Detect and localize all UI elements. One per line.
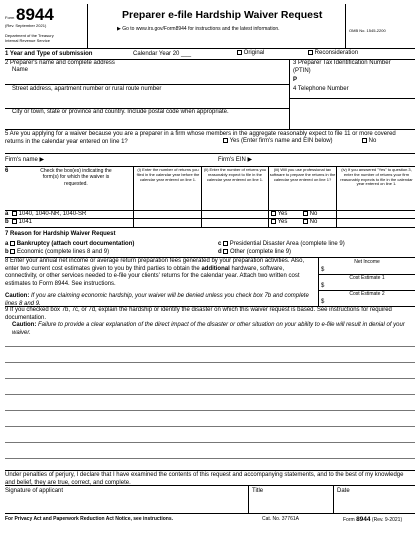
- line5-yes-option[interactable]: [223, 138, 333, 146]
- explanation-line: [5, 346, 415, 347]
- perjury-statement: Under penalties of perjury, I declare that I have examined the contents of this request and accompanying statements, and to the best of my knowledge and belief, they are true, correct, and complete.: [5, 472, 404, 486]
- row-a-yes-checkbox[interactable]: [271, 211, 276, 216]
- date-field[interactable]: Date: [337, 488, 350, 494]
- form-page: [5, 4, 415, 540]
- line5-yes-checkbox[interactable]: [223, 138, 228, 143]
- street-address-field[interactable]: Street address, apartment number or rural route number: [12, 86, 162, 92]
- row-b-no-label: No: [309, 219, 318, 226]
- catalog-number: Cat. No. 37761A: [262, 516, 299, 522]
- line6-col4-header: (iv) If you answered "Yes" to question 3, enter the number of returns your firm reasonably expects to file in the calendar year entered on line 1.: [340, 167, 413, 187]
- reason-c-letter: c: [218, 241, 222, 248]
- city-field[interactable]: City or town, state or province and country. Include postal code when appropriate.: [12, 109, 229, 115]
- line3-ptin-label: 3 Preparer Tax Identification Number (PTIN): [293, 60, 391, 74]
- line6-col2-header: (ii) Enter the number of returns you reasonably expect to file in the calendar year entered on line 1.: [203, 167, 267, 182]
- line5-question: 5 Are you applying for a waiver because you are a preparer in a firm whose members in the aggregate reasonably expect to file 11 or more covered returns in the calendar year entered on line 1?: [5, 131, 396, 145]
- reason-a[interactable]: [5, 241, 134, 249]
- firm-name-field[interactable]: Firm's name ▶: [5, 157, 45, 163]
- signature-field[interactable]: Signature of applicant: [5, 488, 64, 494]
- reason-a-letter: a: [5, 241, 9, 248]
- line5-no-option[interactable]: [362, 138, 376, 146]
- row-b-yes-checkbox[interactable]: [271, 219, 276, 224]
- calendar-year-blank: ___: [181, 51, 192, 57]
- line9-caution-text: Failure to provide a clear explanation of the direct impact of the disaster or other situation on your ability to e-file will result in denial of your waiver.: [12, 322, 405, 336]
- footer-form-id: [343, 516, 402, 524]
- row-a-no-label: No: [309, 211, 318, 218]
- department-line2: Internal Revenue Service: [5, 38, 50, 43]
- line5-no-label: No: [368, 138, 377, 145]
- cost-estimate1-field[interactable]: $: [321, 283, 325, 289]
- line8-text-start: 8 Enter your annual net income or average return preparation fees generated by your preparation activities. Also, enter two current cost estimates given to you by third parties to obtain the: [5, 258, 305, 272]
- line5-no-checkbox[interactable]: [362, 138, 367, 143]
- row-a-label: 1040, 1040-NR, 1040-SR: [18, 211, 87, 218]
- footer-form-number: 8944: [356, 516, 371, 523]
- cost-estimate2-label: Cost Estimate 2: [349, 291, 385, 297]
- firm-ein-field[interactable]: Firm's EIN ▶: [218, 157, 253, 163]
- line8-caution-text: If you are claiming economic hardship, your waiver will be denied unless you check box 7b and complete lines 8 and 9.: [5, 293, 309, 307]
- net-income-field[interactable]: $: [321, 267, 325, 273]
- row-a-checkbox[interactable]: [12, 211, 17, 216]
- reason-d[interactable]: [218, 249, 291, 257]
- omb-number: OMB No. 1545-2200: [349, 28, 386, 33]
- row-a-no-checkbox[interactable]: [303, 211, 308, 216]
- reason-c[interactable]: [218, 241, 345, 249]
- calendar-year: [133, 51, 191, 59]
- row-b-letter: b: [5, 219, 9, 225]
- goto-instructions: ▶ Go to www.irs.gov/Form8944 for instructions and the latest information.: [117, 26, 280, 32]
- department-line1: Department of the Treasury: [5, 33, 54, 38]
- line4-telephone-label: 4 Telephone Number: [293, 86, 349, 92]
- ptin-p: P: [293, 77, 298, 83]
- row-b-checkbox[interactable]: [12, 219, 17, 224]
- title-field[interactable]: Title: [252, 488, 264, 494]
- reconsideration-label: Reconsideration: [314, 50, 359, 57]
- explanation-line: [5, 442, 415, 443]
- form-number: 8944: [16, 5, 54, 24]
- line9-caution: [12, 322, 412, 337]
- line8-text-end: hardware, software, connectivity, or other services needed to e-file your clients' returns for the calendar year. Attach two written cost estimates to Form 8944. See instructions.: [5, 265, 300, 287]
- line8-caution-label: Caution:: [5, 293, 30, 299]
- line9-caution-label: Caution:: [12, 322, 37, 328]
- reason-b-letter: b: [5, 249, 9, 256]
- explanation-line: [5, 410, 415, 411]
- line1-label: 1 Year and Type of submission: [5, 51, 93, 57]
- row-b-label: 1041: [18, 219, 33, 226]
- original-label: Original: [243, 50, 265, 57]
- cost-estimate1-label: Cost Estimate 1: [349, 275, 385, 281]
- explanation-line: [5, 458, 415, 459]
- form-label: [5, 16, 14, 21]
- reason-d-letter: d: [218, 249, 222, 256]
- economic-checkbox[interactable]: [10, 249, 15, 254]
- row-b-yes-label: Yes: [277, 219, 288, 226]
- line6-number: 6: [5, 168, 9, 174]
- disaster-label: Presidential Disaster Area (complete line 9): [229, 241, 345, 248]
- line8-text-bold: additional: [201, 265, 230, 272]
- row-a-yes-label: Yes: [277, 211, 288, 218]
- line8-instructions: [5, 258, 315, 288]
- line6-col3-header: (iii) Will you use professional tax software to prepare the returns in the calendar year entered on line 1?: [269, 167, 336, 182]
- row-b-no[interactable]: [303, 219, 317, 227]
- row-a-letter: a: [5, 211, 9, 217]
- row-b-option[interactable]: [12, 219, 32, 227]
- bankruptcy-label: Bankruptcy (attach court documentation): [16, 241, 135, 248]
- line7-label: 7 Reason for Hardship Waiver Request: [5, 231, 116, 237]
- footer-revision: (Rev. 9-2021): [371, 517, 403, 523]
- economic-label: Economic (complete lines 8 and 9): [17, 249, 110, 256]
- reconsideration-option[interactable]: [308, 50, 358, 58]
- explanation-line: [5, 426, 415, 427]
- line5-yes-label: Yes (Enter firm's name and EIN below): [229, 138, 333, 145]
- row-b-yes[interactable]: [271, 219, 287, 227]
- line9-instructions: 9 If you checked box 7b, 7c, or 7d, explain the hardship or identify the disaster on which this waiver request is based. See instructions for required documentation.: [5, 307, 392, 321]
- row-b-no-checkbox[interactable]: [303, 219, 308, 224]
- other-checkbox[interactable]: [223, 249, 228, 254]
- explanation-line: [5, 378, 415, 379]
- bankruptcy-checkbox[interactable]: [10, 241, 15, 246]
- reason-b[interactable]: [5, 249, 109, 257]
- line2-label: 2 Preparer's name and complete address: [5, 60, 115, 66]
- footer-form-word: Form: [343, 517, 355, 523]
- reconsideration-checkbox[interactable]: [308, 50, 313, 55]
- original-checkbox[interactable]: [237, 50, 242, 55]
- privacy-notice: For Privacy Act and Paperwork Reduction Act Notice, see instructions.: [5, 516, 174, 522]
- explanation-line: [5, 362, 415, 363]
- disaster-checkbox[interactable]: [223, 241, 228, 246]
- net-income-label: Net Income: [354, 259, 380, 265]
- line6-col1-header: (i) Enter the number of returns you filed in the calendar year before the calendar year entered on line 1.: [136, 167, 200, 182]
- form-word: Form: [5, 15, 15, 20]
- explanation-line: [5, 394, 415, 395]
- cost-estimate2-field[interactable]: $: [321, 299, 325, 305]
- revision-date: (Rev. September 2021): [5, 23, 47, 28]
- name-field[interactable]: Name: [12, 67, 29, 73]
- other-label: Other (complete line 9): [230, 249, 292, 256]
- form-title: Preparer e-file Hardship Waiver Request: [122, 9, 323, 21]
- calendar-year-label: Calendar Year 20: [133, 51, 180, 57]
- original-option[interactable]: [237, 50, 264, 58]
- line6-col0-header: Check the box(es) indicating the form(s) for which the waiver is requested.: [40, 168, 112, 187]
